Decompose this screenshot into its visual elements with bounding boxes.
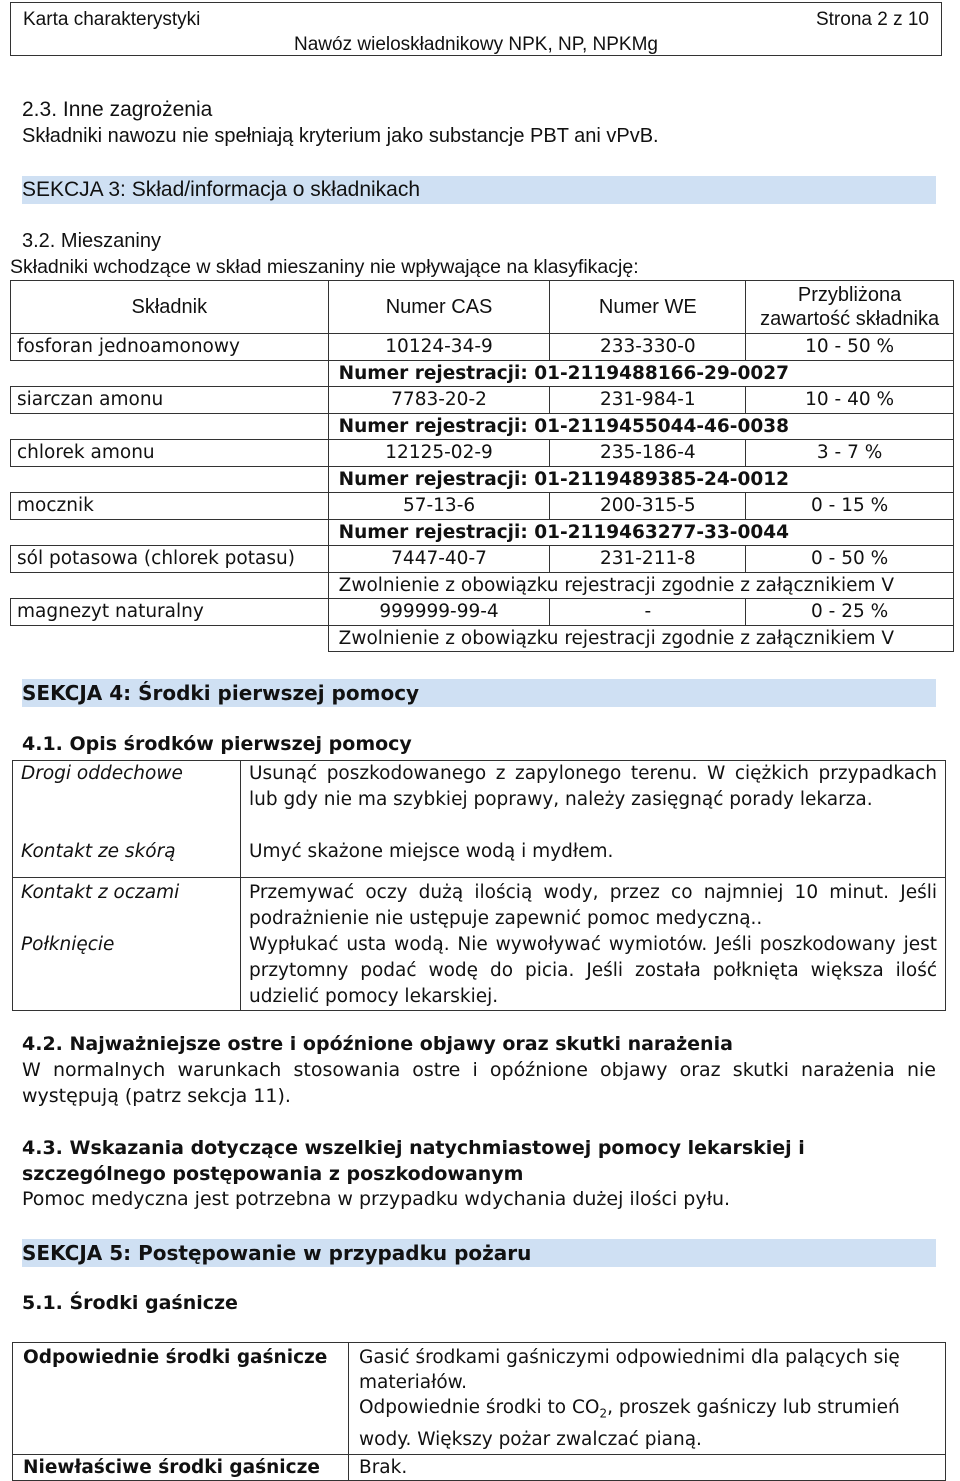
- section-4-2-title: 4.2. Najważniejsze ostre i opóźnione objawy oraz skutki narażenia: [22, 1033, 733, 1055]
- suitable-media-label: Odpowiednie środki gaśnicze: [13, 1343, 349, 1455]
- component-name: siarczan amonu: [11, 387, 329, 414]
- content-range: 10 - 40 %: [746, 387, 954, 414]
- cas-number: 999999-99-4: [328, 599, 550, 626]
- page-number: Strona 2 z 10: [815, 9, 929, 30]
- measure-text: Umyć skażone miejsce wodą i mydłem.: [241, 839, 946, 878]
- component-name: magnezyt naturalny: [11, 599, 329, 626]
- registration-note: Numer rejestracji: 01-2119455044-46-0038: [328, 413, 953, 440]
- measure-text: Usunąć poszkodowanego z zapylonego terenu. W ciężkich przypadkach lub gdy nie ma szybkiej poprawy, należy zasięgnąć porady lekarza.: [241, 761, 946, 840]
- first-aid-row: [13, 932, 946, 1011]
- we-number: 200-315-5: [550, 493, 746, 520]
- first-aid-table: [12, 760, 946, 1011]
- route-label: Kontakt ze skórą: [13, 839, 241, 878]
- cas-number: 7783-20-2: [328, 387, 550, 414]
- exemption-note: Zwolnienie z obowiązku rejestracji zgodnie z załącznikiem V: [328, 625, 953, 652]
- section-5-header: [22, 1239, 936, 1267]
- section-3-header: [22, 176, 936, 204]
- suitable-media-text: Gasić środkami gaśniczymi odpowiednimi dla palących się materiałów. Odpowiednie środki to $CO_2$, proszek gaśniczy lub strumień wody. Większy pożar zwalczać pianą.: [349, 1343, 946, 1455]
- table-row: [11, 599, 954, 626]
- unsuitable-media-label: Niewłaściwe środki gaśnicze: [13, 1454, 349, 1480]
- section-4-3-title: 4.3. Wskazania dotyczące wszelkiej natychmiastowej pomocy lekarskiej i szczególnego postępowania z poszkodowanym: [22, 1137, 805, 1185]
- section-2-3-title: 2.3. Inne zagrożenia: [22, 98, 213, 121]
- table-note-row: [11, 519, 954, 546]
- header-we: Numer WE: [550, 281, 746, 334]
- exemption-note: Zwolnienie z obowiązku rejestracji zgodnie z załącznikiem V: [328, 572, 953, 599]
- registration-note: Numer rejestracji: 01-2119463277-33-0044: [328, 519, 953, 546]
- content-range: 3 - 7 %: [746, 440, 954, 467]
- section-4-2-text: W normalnych warunkach stosowania ostre i opóźnione objawy oraz skutki narażenia nie występują (patrz sekcja 11).: [22, 1059, 936, 1107]
- table-note-row: [11, 466, 954, 493]
- header-content: Przybliżona zawartość składnika: [746, 281, 954, 334]
- registration-note: Numer rejestracji: 01-2119489385-24-0012: [328, 466, 953, 493]
- table-header-row: [11, 281, 954, 334]
- product-name: Nawóz wieloskładnikowy NPK, NP, NPKMg: [294, 34, 658, 55]
- table-note-row: [11, 413, 954, 440]
- section-4-header: [22, 679, 936, 707]
- section-5-1-title: 5.1. Środki gaśnicze: [22, 1292, 238, 1314]
- component-name: chlorek amonu: [11, 440, 329, 467]
- first-aid-row: [13, 839, 946, 878]
- component-name: sól potasowa (chlorek potasu): [11, 546, 329, 573]
- content-range: 0 - 25 %: [746, 599, 954, 626]
- section-3-title: SEKCJA 3: Skład/informacja o składnikach: [22, 178, 421, 201]
- component-name: fosforan jednoamonowy: [11, 334, 329, 361]
- route-label: Połknięcie: [13, 932, 241, 1011]
- route-label: Kontakt z oczami: [13, 878, 241, 933]
- measure-text: Wypłukać usta wodą. Nie wywoływać wymiotów. Jeśli poszkodowany jest przytomny podać wodę do picia. Jeśli została połknięta większa ilość udzielić pomocy lekarskiej.: [241, 932, 946, 1011]
- table-note-row: [11, 625, 954, 652]
- we-number: 233-330-0: [550, 334, 746, 361]
- section-4-3-text: Pomoc medyczna jest potrzebna w przypadku wdychania dużej ilości pyłu.: [22, 1188, 731, 1210]
- first-aid-row: [13, 761, 946, 840]
- header-cas: Numer CAS: [328, 281, 550, 334]
- cas-number: 57-13-6: [328, 493, 550, 520]
- route-label: Drogi oddechowe: [13, 761, 241, 840]
- extinguishing-media-table: [12, 1342, 946, 1481]
- content-range: 10 - 50 %: [746, 334, 954, 361]
- cas-number: 7447-40-7: [328, 546, 550, 573]
- section-4-title: SEKCJA 4: Środki pierwszej pomocy: [22, 681, 420, 705]
- we-number: -: [550, 599, 746, 626]
- section-5-title: SEKCJA 5: Postępowanie w przypadku pożaru: [22, 1241, 532, 1265]
- section-3-2-title: 3.2. Mieszaniny: [22, 230, 161, 252]
- extinguishing-row: [13, 1343, 946, 1455]
- we-number: 231-211-8: [550, 546, 746, 573]
- table-note-row: [11, 360, 954, 387]
- section-4-1-title: 4.1. Opis środków pierwszej pomocy: [22, 733, 412, 755]
- content-range: 0 - 50 %: [746, 546, 954, 573]
- registration-note: Numer rejestracji: 01-2119488166-29-0027: [328, 360, 953, 387]
- composition-table: [10, 280, 954, 652]
- we-number: 231-984-1: [550, 387, 746, 414]
- table-row: [11, 546, 954, 573]
- table-row: [11, 440, 954, 467]
- table-row: [11, 493, 954, 520]
- content-range: 0 - 15 %: [746, 493, 954, 520]
- component-name: mocznik: [11, 493, 329, 520]
- section-2-3-text: Składniki nawozu nie spełniają kryterium jako substancje PBT ani vPvB.: [22, 125, 659, 147]
- extinguishing-row: [13, 1454, 946, 1480]
- we-number: 235-186-4: [550, 440, 746, 467]
- table-note-row: [11, 572, 954, 599]
- table-row: [11, 334, 954, 361]
- unsuitable-media-text: Brak.: [349, 1454, 946, 1480]
- cas-number: 12125-02-9: [328, 440, 550, 467]
- document-type: Karta charakterystyki: [23, 9, 201, 30]
- header-component: Składnik: [11, 281, 329, 334]
- table-row: [11, 387, 954, 414]
- cas-number: 10124-34-9: [328, 334, 550, 361]
- first-aid-row: [13, 878, 946, 933]
- page-header: [10, 2, 942, 56]
- section-3-2-intro: Składniki wchodzące w skład mieszaniny nie wpływające na klasyfikację:: [10, 256, 639, 278]
- measure-text: Przemywać oczy dużą ilością wody, przez co najmniej 10 minut. Jeśli podrażnienie nie ustępuje zapewnić pomoc medyczną..: [241, 878, 946, 933]
